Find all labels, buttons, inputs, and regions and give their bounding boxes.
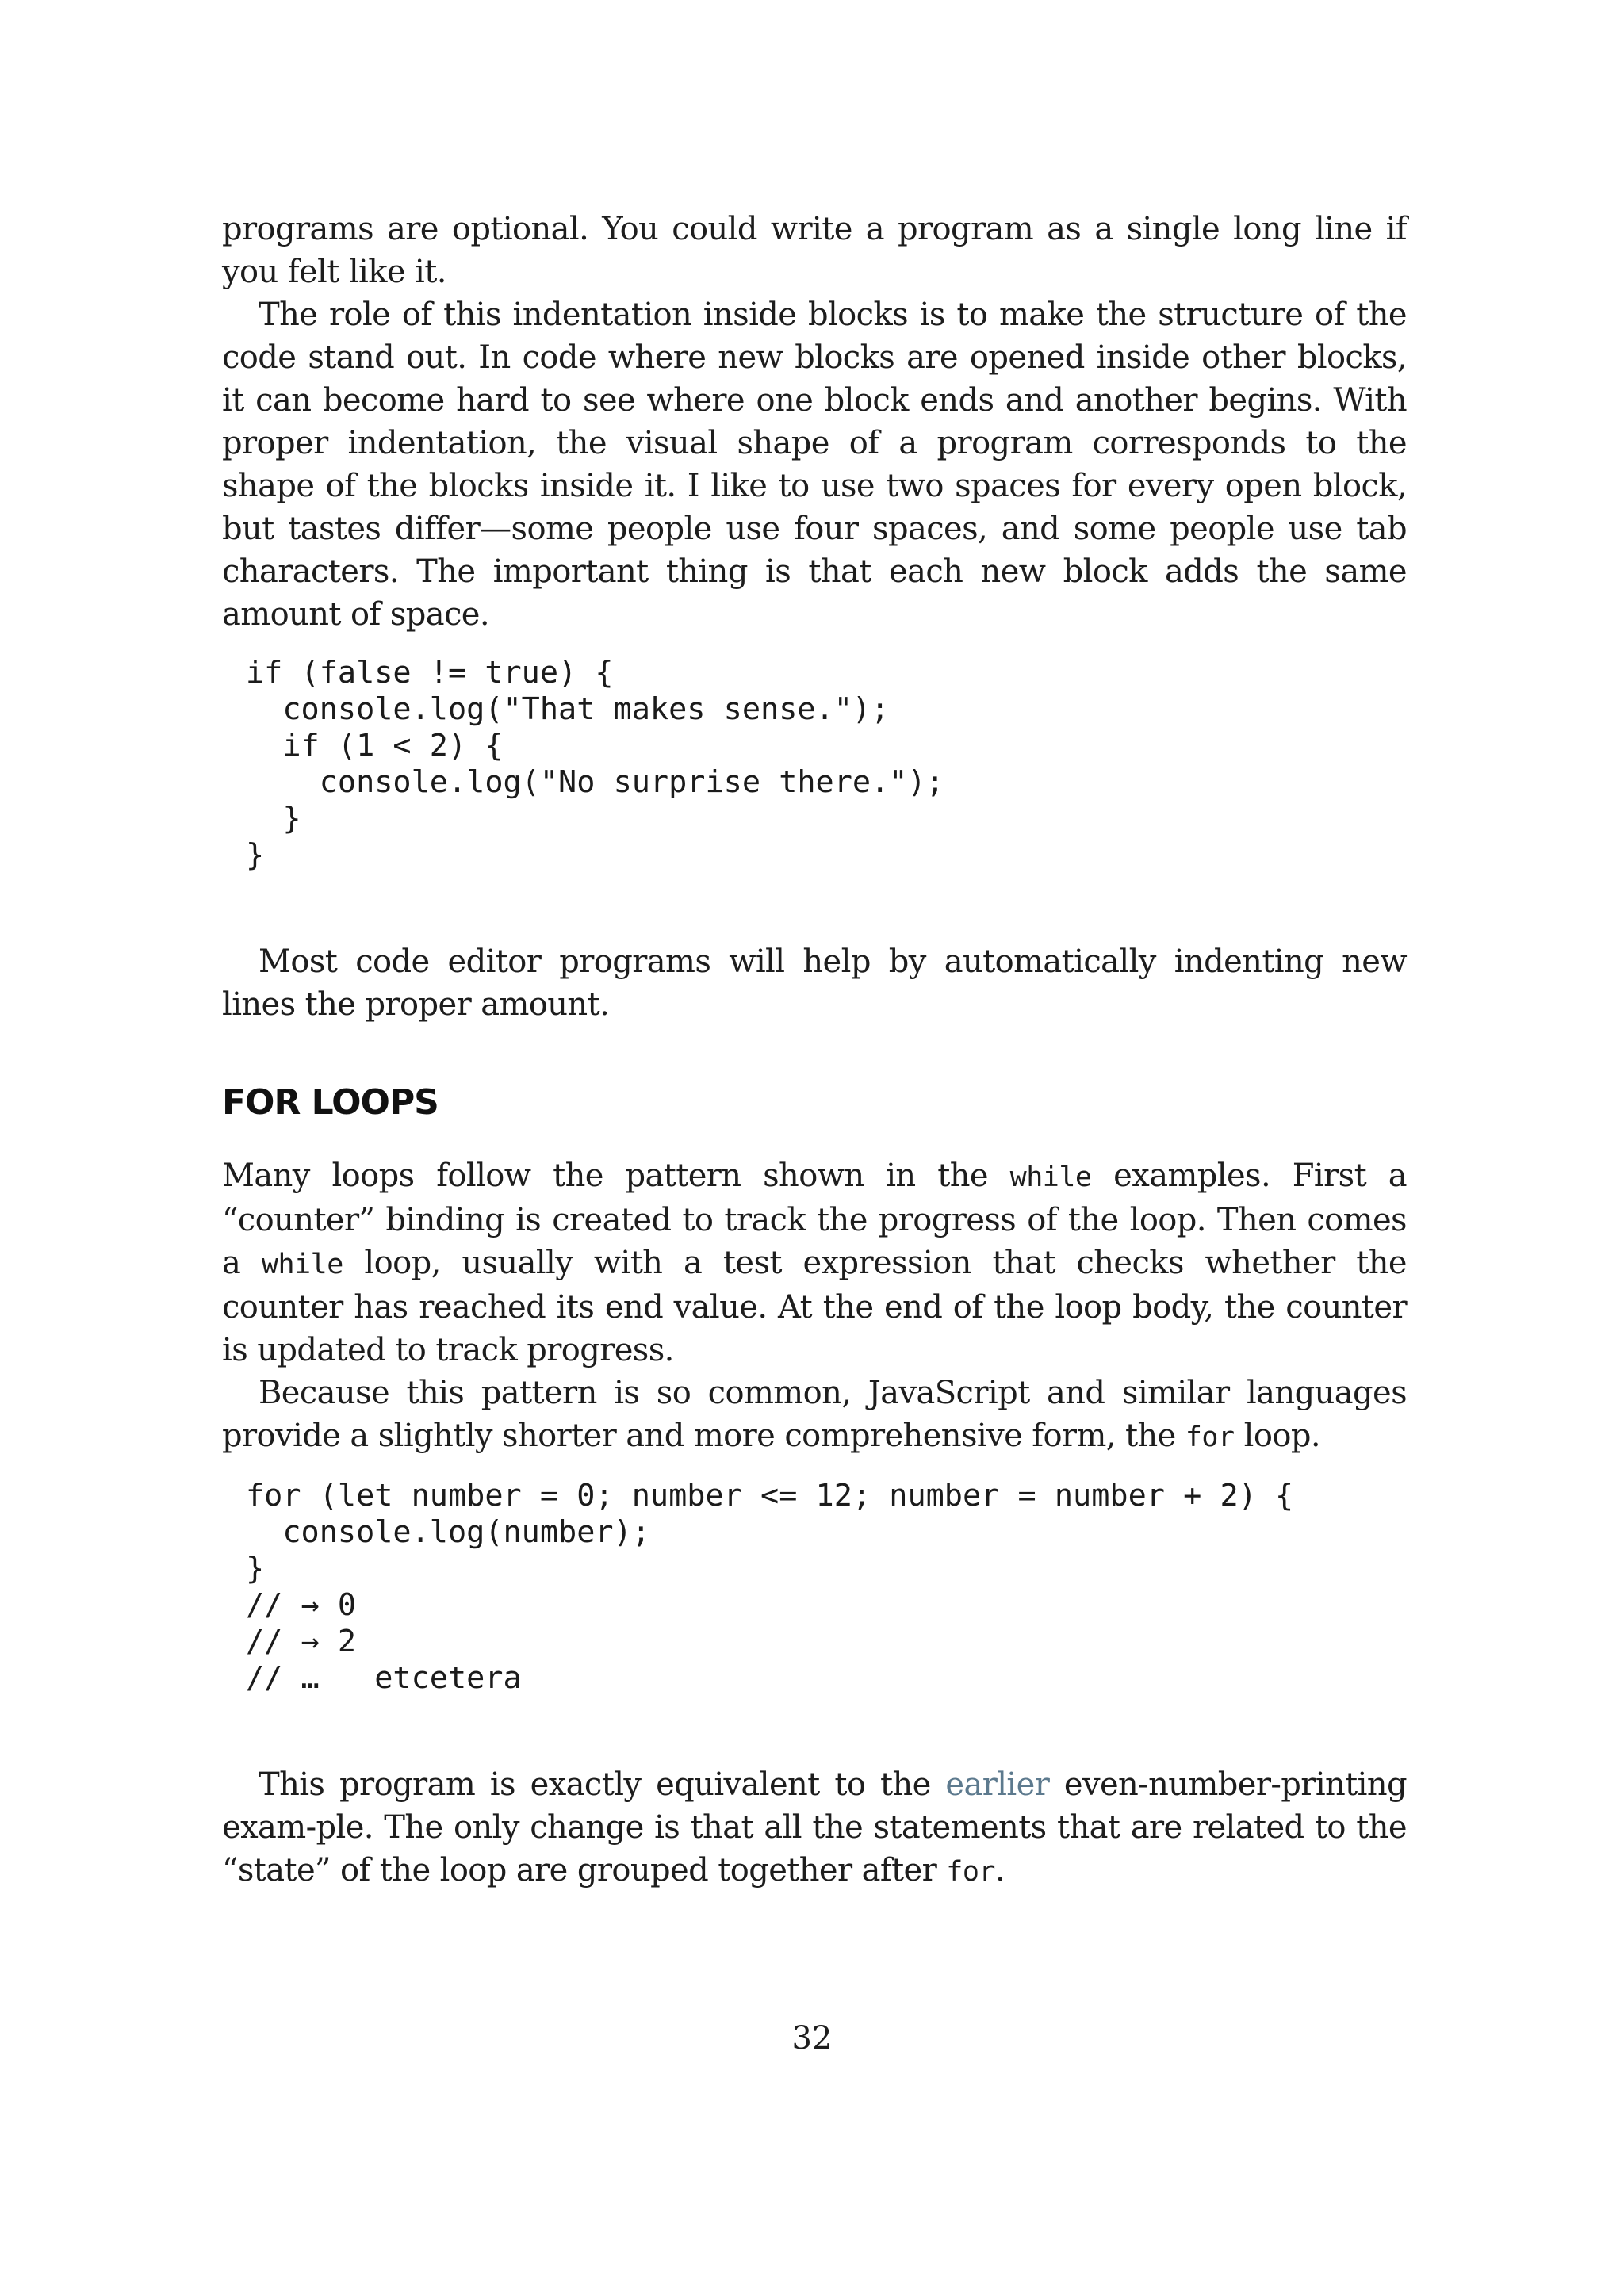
section-heading-for-loops: FOR LOOPS [222,1082,439,1123]
text-run: This program is exactly equivalent to the [259,1766,946,1803]
paragraph-code-editors: Most code editor programs will help by automatically indenting new lines the proper amount. [222,943,1407,1023]
page-number: 32 [791,2020,833,2057]
text-run: even-number-printing exam-ple. The only change is that all the statements that are related to the “state” of the loop are grouped together after [222,1766,1408,1888]
code-block-for-example: for (let number = 0; number <= 12; number = number + 2) { console.log(number); } // → 0 // → 2 // … etcetera [246,1478,1294,1696]
text-run: Many loops follow the pattern shown in the [222,1158,1010,1194]
text-run: . [994,1852,1005,1888]
inline-code-for: for [946,1856,995,1888]
paragraph-equivalent-program [222,1763,1407,1893]
paragraph-indentation-role: The role of this indentation inside blocks is to make the structure of the code stand out. In code where new blocks are opened inside other blocks, it can become hard to see where one block ends and another begins. With proper indentation, the visual shape of a program corresponds to the shape of the blocks inside it. I like to use two spaces for every open block, but tastes differ—some people use four spaces, and some people use tab characters. The important thing is that each new block adds the same amount of space. [222,297,1407,633]
paragraph-for-loop-intro [222,1372,1407,1459]
inline-code-for: for [1185,1422,1235,1453]
paragraph-optional-lines: programs are optional. You could write a program as a single long line if you felt like it. [222,211,1407,290]
inline-code-while: while [1009,1161,1092,1193]
link-earlier[interactable]: earlier [945,1766,1050,1803]
paragraph-loop-pattern [222,1154,1407,1372]
text-run: Because this pattern is so common, JavaScript and similar languages provide a slightly shorter and more comprehensive form, the [222,1375,1407,1454]
inline-code-while: while [261,1249,343,1280]
text-run: loop. [1234,1418,1320,1454]
text-run: examples. First a “counter” binding is created to track the progress of the loop. Then comes a [222,1158,1407,1281]
code-block-if-example: if (false != true) { console.log("That makes sense."); if (1 < 2) { console.log("No surprise there."); } } [246,655,944,873]
page-body [222,208,1407,1893]
text-run: loop, usually with a test expression that checks whether the counter has reached its end value. At the end of the loop body, the counter is updated to track progress. [222,1245,1407,1368]
